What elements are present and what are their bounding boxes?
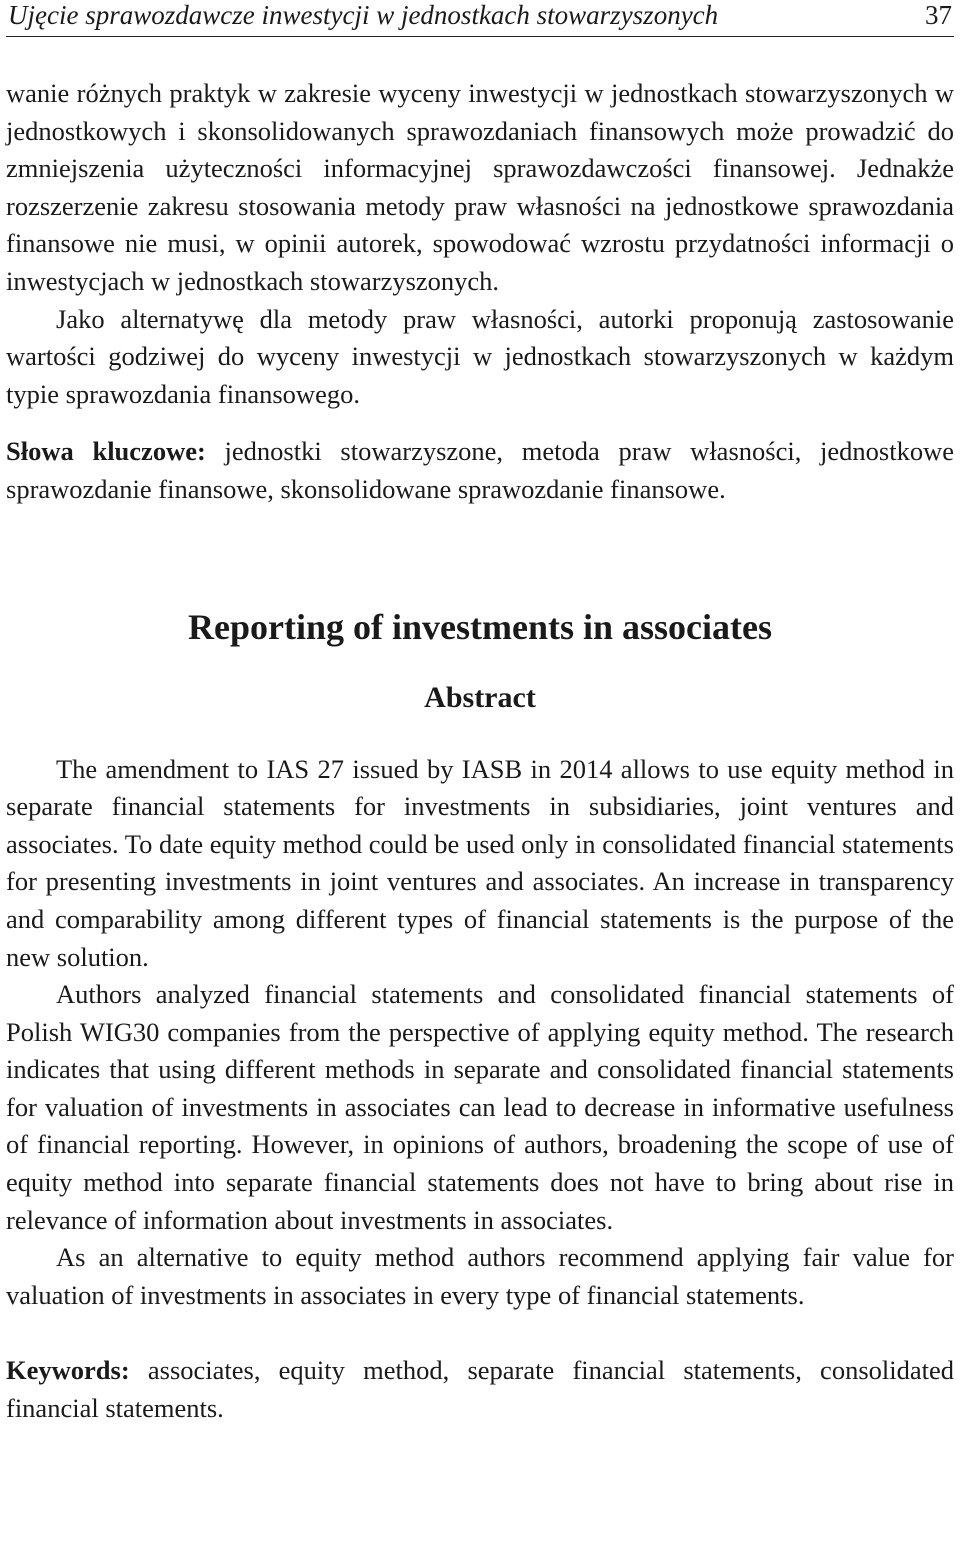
- english-keywords-text: associates, equity method, separate financial statements, consolidated financial statements.: [6, 1355, 954, 1424]
- english-abstract: [6, 751, 954, 1428]
- polish-keywords: [6, 433, 954, 508]
- english-title: Reporting of investments in associates: [188, 606, 772, 647]
- abstract-heading: Abstract: [424, 680, 536, 714]
- abstract-paragraph-1: The amendment to IAS 27 issued by IASB in 2014 allows to use equity method in separate financial statements for investments in subsidiaries, joint ventures and associates. To date equity method could be used only in consolidated financial statements for presenting investments in joint ventures and associates. An increase in transparency and comparability among different types of financial statements is the purpose of the new solution.: [6, 753, 954, 972]
- running-title: Ujęcie sprawozdawcze inwestycji w jednostkach stowarzyszonych: [8, 0, 719, 30]
- english-keywords-label: Keywords:: [6, 1355, 130, 1386]
- abstract-paragraph-2: Authors analyzed financial statements and consolidated financial statements of Polish WIG30 companies from the perspective of applying equity method. The research indicates that using different methods in separate and consolidated financial statements for valuation of investments in associates can lead to decrease in informative usefulness of financial reporting. However, in opinions of authors, broadening the scope of use of equity method into separate financial statements does not have to bring about rise in relevance of information about investments in associates.: [6, 979, 954, 1235]
- page-number: 37: [925, 0, 952, 30]
- abstract-paragraph-3: As an alternative to equity method authors recommend applying fair value for valuation of investments in associates in every type of financial statements.: [6, 1242, 954, 1310]
- polish-paragraph-1: wanie różnych praktyk w zakresie wyceny inwestycji w jednostkach stowarzyszonych w jednostkowych i skonsolidowanych sprawozdaniach finansowych może prowadzić do zmniejszenia użyteczności informacyjnej sprawozdawczości finansowej. Jednakże rozszerzenie zakresu stosowania metody praw własności na jednostkowe sprawozdania finansowe nie musi, w opinii autorek, spowodować wzrostu przydatności informacji o inwestycjach w jednostkach stowarzyszonych.: [6, 78, 954, 296]
- polish-summary: [6, 75, 954, 509]
- polish-keywords-label: Słowa kluczowe:: [6, 436, 206, 467]
- english-keywords: [6, 1352, 954, 1427]
- running-header: [6, 0, 954, 37]
- polish-paragraph-2: Jako alternatywę dla metody praw własności, autorki proponują zastosowanie wartości godziwej do wyceny inwestycji w jednostkach stowarzyszonych w każdym typie sprawozdania finansowego.: [6, 303, 954, 409]
- polish-keywords-text: jednostki stowarzyszone, metoda praw własności, jednostkowe sprawozdanie finansowe, skonsolidowane sprawozdanie finansowe.: [6, 436, 954, 504]
